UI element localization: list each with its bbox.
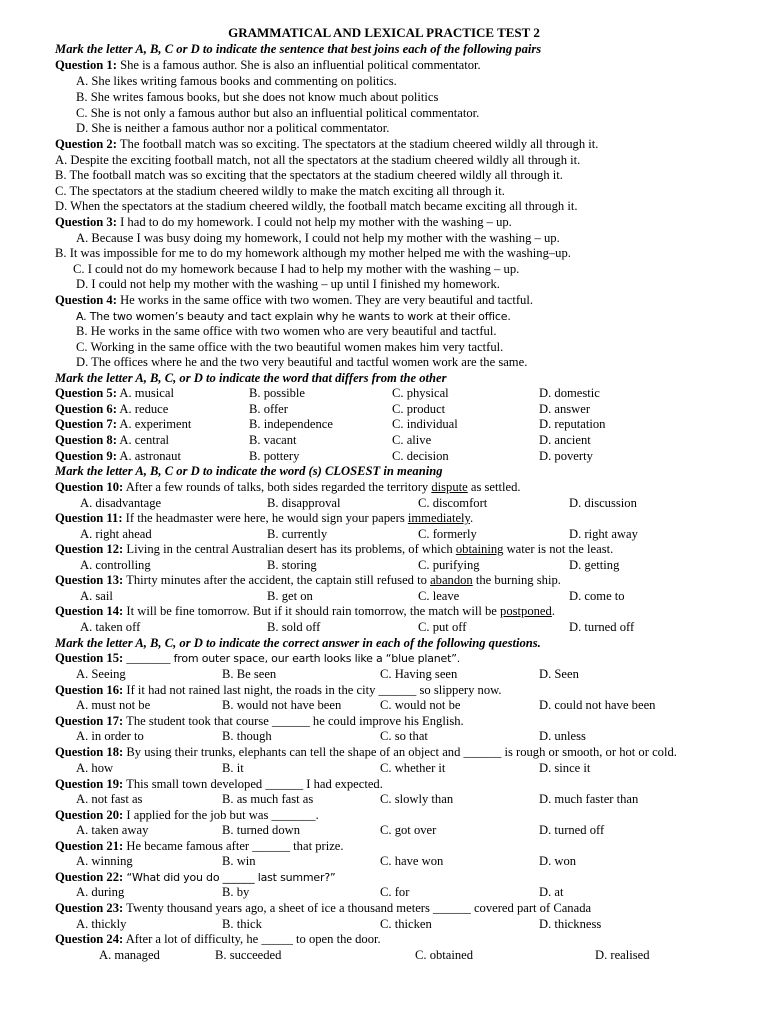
q21-option-d: D. won [539, 854, 577, 868]
question-6 [55, 402, 168, 418]
q15-option-c: C. Having seen [380, 667, 458, 681]
question-1 [55, 58, 481, 74]
q6-option-c: C. product [392, 402, 446, 416]
q15-option-a: A. Seeing [76, 667, 126, 681]
q9-option-a: A. astronaut [116, 449, 181, 463]
underlined-word: obtaining [455, 542, 504, 556]
q7-option-d: D. reputation [539, 417, 606, 431]
q12-option-c: C. purifying [418, 558, 480, 572]
question-13 [55, 573, 561, 589]
q7-option-c: C. individual [392, 417, 458, 431]
question-text: The football match was so exciting. The spectators at the stadium cheered wildly all through it. [116, 137, 599, 151]
q20-option-c: C. got over [380, 823, 437, 837]
q16-option-d: D. could not have been [539, 698, 656, 712]
question-24 [55, 932, 381, 948]
q13-option-c: C. leave [418, 589, 460, 603]
q11-option-a: A. right ahead [80, 527, 152, 541]
question-text: He works in the same office with two women. They are very beautiful and tactful. [116, 293, 533, 307]
q24-option-b: B. succeeded [215, 948, 282, 962]
q16-option-a: A. must not be [76, 698, 151, 712]
q4-option-c: C. Working in the same office with the two beautiful women makes him very tactful. [76, 340, 504, 354]
q2-option-b: B. The football match was so exciting that the spectators at the stadium cheered wildly all through it. [55, 168, 563, 182]
q7-option-a: A. experiment [116, 417, 192, 431]
q13-option-a: A. sail [80, 589, 113, 603]
question-2 [55, 137, 598, 153]
question-text-end: . [551, 604, 555, 618]
question-text: If the headmaster were here, he would sign your papers [122, 511, 408, 525]
question-text: After a few rounds of talks, both sides regarded the territory [123, 480, 432, 494]
question-11 [55, 511, 473, 527]
q11-option-d: D. right away [569, 527, 638, 541]
question-text-end: as settled. [467, 480, 521, 494]
q23-option-c: C. thicken [380, 917, 432, 931]
question-14 [55, 604, 555, 620]
q3-option-b: B. It was impossible for me to do my homework although my mother helped me with the washing–up. [55, 246, 571, 260]
q15-option-b: B. Be seen [222, 667, 277, 681]
q4-option-b: B. He works in the same office with two women who are very beautiful and tactful. [76, 324, 497, 338]
q3-option-a: A. Because I was busy doing my homework, I could not help my mother with the washing – up. [76, 231, 560, 245]
question-label: Question 4: [55, 293, 117, 307]
question-label: Question 23: [55, 901, 124, 915]
q14-option-d: D. turned off [569, 620, 635, 634]
q9-option-d: D. poverty [539, 449, 593, 463]
question-17 [55, 714, 464, 730]
question-18 [55, 745, 677, 761]
instruction-differs: Mark the letter A, B, C, or D to indicate the word that differs from the other [55, 371, 447, 385]
q14-option-c: C. put off [418, 620, 467, 634]
question-text: He became famous after ______ that prize. [123, 839, 344, 853]
question-text: It will be fine tomorrow. But if it should rain tomorrow, the match will be [123, 604, 501, 618]
q2-option-c: C. The spectators at the stadium cheered wildly to make the match exciting all through it. [55, 184, 505, 198]
question-20 [55, 808, 319, 824]
question-text: Living in the central Australian desert has its problems, of which [123, 542, 456, 556]
q10-option-b: B. disapproval [267, 496, 341, 510]
question-label: Question 14: [55, 604, 124, 618]
q18-option-c: C. whether it [380, 761, 446, 775]
q11-option-b: B. currently [267, 527, 328, 541]
question-text: Twenty thousand years ago, a sheet of ice a thousand meters ______ covered part of Canada [123, 901, 592, 915]
q24-option-c: C. obtained [415, 948, 474, 962]
q22-option-c: C. for [380, 885, 410, 899]
question-10 [55, 480, 521, 496]
question-22 [55, 870, 335, 886]
question-label: Question 5: [55, 386, 117, 400]
underlined-word: postponed [500, 604, 552, 618]
question-text-end: the burning ship. [472, 573, 561, 587]
q21-option-a: A. winning [76, 854, 133, 868]
q14-option-b: B. sold off [267, 620, 321, 634]
question-16 [55, 683, 502, 699]
question-label: Question 12: [55, 542, 124, 556]
question-text-end: water is not the least. [503, 542, 614, 556]
q1-option-d: D. She is neither a famous author nor a political commentator. [76, 121, 390, 135]
q10-option-d: D. discussion [569, 496, 637, 510]
question-text: from outer space, our earth looks like a “blue planet”. [173, 652, 461, 665]
question-label: Question 22: [55, 870, 124, 884]
q12-option-a: A. controlling [80, 558, 151, 572]
underlined-word: immediately [407, 511, 471, 525]
q21-option-c: C. have won [380, 854, 444, 868]
q6-option-a: A. reduce [116, 402, 169, 416]
q15-option-d: D. Seen [539, 667, 579, 681]
question-23 [55, 901, 591, 917]
q5-option-b: B. possible [249, 386, 305, 400]
q19-option-a: A. not fast as [76, 792, 143, 806]
q6-option-d: D. answer [539, 402, 591, 416]
question-label: Question 3: [55, 215, 117, 229]
question-19 [55, 777, 383, 793]
question-label: Question 2: [55, 137, 117, 151]
question-5 [55, 386, 174, 402]
q17-option-d: D. unless [539, 729, 586, 743]
underlined-word: dispute [431, 480, 468, 494]
q22-option-b: B. by [222, 885, 250, 899]
q5-option-c: C. physical [392, 386, 449, 400]
q11-option-c: C. formerly [418, 527, 477, 541]
underlined-word: abandon [430, 573, 473, 587]
question-15 [55, 651, 460, 667]
q3-option-c: C. I could not do my homework because I had to help my mother with the washing – up. [73, 262, 520, 276]
q20-option-d: D. turned off [539, 823, 605, 837]
question-label: Question 20: [55, 808, 124, 822]
question-label: Question 9: [55, 449, 117, 463]
q2-option-d: D. When the spectators at the stadium cheered wildly, the football match became exciting all through it. [55, 199, 578, 213]
q22-option-a: A. during [76, 885, 125, 899]
question-3 [55, 215, 512, 231]
q2-option-a: A. Despite the exciting football match, not all the spectators at the stadium cheered wildly all through it. [55, 153, 581, 167]
question-label: Question 1: [55, 58, 117, 72]
question-label: Question 24: [55, 932, 124, 946]
question-text-end: . [470, 511, 474, 525]
question-label: Question 6: [55, 402, 117, 416]
q7-option-b: B. independence [249, 417, 333, 431]
question-text: I applied for the job but was _______. [123, 808, 319, 822]
question-label: Question 19: [55, 777, 124, 791]
q12-option-b: B. storing [267, 558, 317, 572]
instruction-correct: Mark the letter A, B, C, or D to indicate the correct answer in each of the following questions. [55, 636, 541, 650]
q19-option-d: D. much faster than [539, 792, 639, 806]
q18-option-b: B. it [222, 761, 244, 775]
q23-option-b: B. thick [222, 917, 262, 931]
question-9 [55, 449, 181, 465]
question-21 [55, 839, 344, 855]
q13-option-b: B. get on [267, 589, 313, 603]
question-text: She is a famous author. She is also an influential political commentator. [116, 58, 481, 72]
q24-option-a: A. managed [99, 948, 160, 962]
q4-option-a: A. The two women’s beauty and tact explain why he wants to work at their office. [76, 310, 511, 323]
question-blank: _______ [123, 651, 174, 665]
instruction-join: Mark the letter A, B, C or D to indicate the sentence that best joins each of the following pairs [55, 42, 542, 56]
question-text: The student took that course ______ he could improve his English. [123, 714, 464, 728]
q5-option-d: D. domestic [539, 386, 600, 400]
q17-option-a: A. in order to [76, 729, 144, 743]
q22-option-d: D. at [539, 885, 564, 899]
q4-option-d: D. The offices where he and the two very beautiful and tactful women work are the same. [76, 355, 528, 369]
question-text: By using their trunks, elephants can tell the shape of an object and ______ is rough or smooth, or hot or cold. [123, 745, 677, 759]
question-label: Question 18: [55, 745, 124, 759]
q1-option-c: C. She is not only a famous author but also an influential political commentator. [76, 106, 480, 120]
question-label: Question 21: [55, 839, 124, 853]
q10-option-c: C. discomfort [418, 496, 488, 510]
instruction-closest: Mark the letter A, B, C or D to indicate the word (s) CLOSEST in meaning [55, 464, 443, 478]
q17-option-b: B. though [222, 729, 272, 743]
question-text: I had to do my homework. I could not help my mother with the washing – up. [116, 215, 512, 229]
question-7 [55, 417, 191, 433]
page-title: GRAMMATICAL AND LEXICAL PRACTICE TEST 2 [228, 25, 540, 40]
q9-option-c: C. decision [392, 449, 449, 463]
q14-option-a: A. taken off [80, 620, 141, 634]
question-label: Question 13: [55, 573, 124, 587]
q8-option-b: B. vacant [249, 433, 297, 447]
question-text: If it had not rained last night, the roads in the city ______ so slippery now. [123, 683, 502, 697]
q23-option-a: A. thickly [76, 917, 127, 931]
question-8 [55, 433, 169, 449]
question-text: Thirty minutes after the accident, the captain still refused to [123, 573, 431, 587]
question-label: Question 10: [55, 480, 124, 494]
q5-option-a: A. musical [116, 386, 174, 400]
question-label: Question 8: [55, 433, 117, 447]
question-text: This small town developed ______ I had expected. [123, 777, 383, 791]
question-12 [55, 542, 613, 558]
q3-option-d: D. I could not help my mother with the washing – up until I finished my homework. [76, 277, 500, 291]
q18-option-a: A. how [76, 761, 114, 775]
question-label: Question 15: [55, 651, 124, 665]
question-label: Question 11: [55, 511, 123, 525]
q20-option-b: B. turned down [222, 823, 301, 837]
q1-option-b: B. She writes famous books, but she does not know much about politics [76, 90, 439, 104]
q20-option-a: A. taken away [76, 823, 149, 837]
q19-option-b: B. as much fast as [222, 792, 314, 806]
q9-option-b: B. pottery [249, 449, 300, 463]
q12-option-d: D. getting [569, 558, 620, 572]
q1-option-a: A. She likes writing famous books and commenting on politics. [76, 74, 397, 88]
q17-option-c: C. so that [380, 729, 428, 743]
q10-option-a: A. disadvantage [80, 496, 162, 510]
question-text: “What did you do ______ last summer?” [123, 871, 336, 884]
q18-option-d: D. since it [539, 761, 591, 775]
q24-option-d: D. realised [595, 948, 650, 962]
q16-option-b: B. would not have been [222, 698, 342, 712]
question-4 [55, 293, 533, 309]
question-label: Question 7: [55, 417, 117, 431]
q23-option-d: D. thickness [539, 917, 602, 931]
q8-option-c: C. alive [392, 433, 432, 447]
question-text: After a lot of difficulty, he _____ to open the door. [123, 932, 381, 946]
q6-option-b: B. offer [249, 402, 288, 416]
q19-option-c: C. slowly than [380, 792, 454, 806]
q16-option-c: C. would not be [380, 698, 461, 712]
q8-option-d: D. ancient [539, 433, 591, 447]
q13-option-d: D. come to [569, 589, 625, 603]
question-label: Question 17: [55, 714, 124, 728]
question-label: Question 16: [55, 683, 124, 697]
q21-option-b: B. win [222, 854, 256, 868]
q8-option-a: A. central [116, 433, 170, 447]
